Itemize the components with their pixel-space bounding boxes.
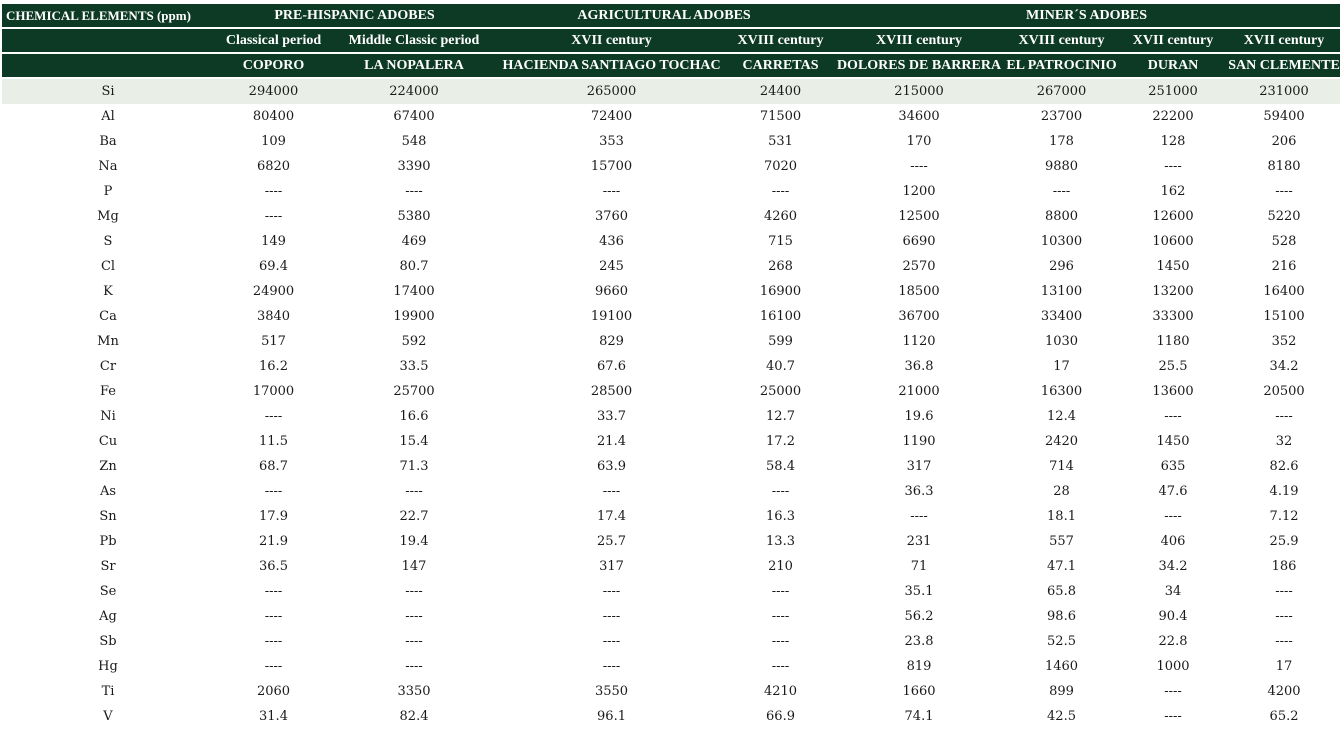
table-row [2, 679, 1340, 704]
value-cell: 40.7 [766, 359, 795, 374]
value-cell: 15100 [1263, 309, 1305, 324]
table-row [2, 704, 1340, 729]
value-cell: 33300 [1152, 309, 1194, 324]
element-symbol-cell: P [103, 184, 113, 199]
value-cell: ---- [602, 609, 621, 624]
element-symbol-cell: Mg [97, 209, 119, 224]
value-cell: 1120 [902, 334, 936, 349]
value-cell: ---- [1275, 184, 1293, 199]
value-cell: 82.4 [399, 709, 429, 724]
value-cell: 6820 [256, 159, 291, 174]
element-symbol-cell: Sn [99, 509, 117, 524]
table-row [2, 354, 1340, 379]
value-cell: 7020 [763, 159, 798, 174]
value-cell: 1450 [1156, 434, 1190, 449]
value-cell: 819 [906, 659, 932, 674]
element-symbol-cell: Sr [100, 559, 116, 574]
value-cell: 2420 [1044, 434, 1079, 449]
table-row [2, 579, 1340, 604]
element-symbol-cell: Hg [98, 659, 118, 674]
value-cell: ---- [405, 634, 423, 649]
value-cell: 56.2 [904, 609, 934, 624]
value-cell: ---- [264, 184, 283, 199]
value-cell: ---- [771, 634, 790, 649]
value-cell: 317 [599, 559, 624, 574]
table-row [2, 604, 1340, 629]
header-period-row [2, 29, 1340, 54]
value-cell: 16.3 [766, 509, 795, 524]
value-cell: 206 [1271, 134, 1297, 149]
value-cell: 1450 [1156, 259, 1190, 274]
value-cell: 592 [401, 334, 427, 349]
value-cell: ---- [771, 584, 790, 599]
value-cell: ---- [602, 584, 621, 599]
site-header: CARRETAS [728, 54, 833, 79]
element-symbol-cell: K [103, 284, 113, 299]
element-symbol-cell: Mn [97, 334, 119, 349]
value-cell: 25700 [393, 384, 435, 399]
value-cell: ---- [1275, 409, 1293, 424]
value-cell: 469 [401, 234, 427, 249]
table-row [2, 404, 1340, 429]
value-cell: 31.4 [259, 709, 288, 724]
value-cell: 90.4 [1158, 609, 1188, 624]
value-cell: 67400 [393, 109, 435, 124]
group-header-miner: MINER´S ADOBES [833, 4, 1340, 29]
value-cell: 715 [768, 234, 793, 249]
value-cell: 25.7 [597, 534, 626, 549]
site-header: HACIENDA SANTIAGO TOCHAC [495, 54, 728, 79]
site-header: COPORO [214, 54, 333, 79]
header-site-row [2, 54, 1340, 79]
value-cell: 294000 [214, 79, 333, 104]
value-cell: ---- [1164, 709, 1182, 724]
value-cell: 186 [1271, 559, 1297, 574]
value-cell: 714 [1049, 459, 1074, 474]
value-cell: 18500 [898, 284, 940, 299]
value-cell: 406 [1160, 534, 1186, 549]
value-cell: 34.2 [1269, 359, 1299, 374]
site-header: DOLORES DE BARRERA [833, 54, 1005, 79]
element-symbol-cell: Cr [99, 359, 117, 374]
value-cell: 16400 [1263, 284, 1305, 299]
value-cell: 36.8 [904, 359, 934, 374]
value-cell: 10300 [1040, 234, 1083, 249]
value-cell: ---- [771, 184, 790, 199]
value-cell: 7.12 [1269, 509, 1299, 524]
table-row [2, 554, 1340, 579]
value-cell: 36.3 [904, 484, 934, 499]
value-cell: 82.6 [1269, 459, 1299, 474]
table-row [2, 229, 1340, 254]
period-header: Middle Classic period [333, 29, 495, 54]
value-cell: 16900 [759, 284, 802, 299]
value-cell: ---- [1275, 609, 1293, 624]
value-cell: 36700 [898, 309, 940, 324]
element-symbol-cell: Al [101, 109, 115, 124]
value-cell: 13100 [1040, 284, 1083, 299]
value-cell: 548 [401, 134, 427, 149]
value-cell: 19900 [393, 309, 435, 324]
value-cell: 24400 [728, 79, 833, 104]
table-row [2, 504, 1340, 529]
value-cell: 210 [768, 559, 793, 574]
element-symbol-cell: Se [99, 584, 117, 599]
value-cell: 21.9 [259, 534, 288, 549]
site-header-blank [2, 54, 214, 79]
table-row [2, 254, 1340, 279]
value-cell: 28500 [590, 384, 633, 399]
value-cell: 13600 [1152, 384, 1194, 399]
value-cell: 24900 [252, 284, 295, 299]
element-symbol-cell: Cu [98, 434, 118, 449]
value-cell: 231 [906, 534, 932, 549]
value-cell: 20500 [1263, 384, 1305, 399]
value-cell: 25.5 [1158, 359, 1188, 374]
value-cell: 33.7 [597, 409, 626, 424]
value-cell: ---- [1164, 159, 1182, 174]
value-cell: 17.9 [259, 509, 288, 524]
table-row [2, 129, 1340, 154]
value-cell: 3350 [397, 684, 431, 699]
value-cell: ---- [1164, 509, 1182, 524]
value-cell: ---- [602, 484, 621, 499]
value-cell: 67.6 [597, 359, 626, 374]
value-cell: 47.6 [1158, 484, 1188, 499]
value-cell: 12.7 [766, 409, 795, 424]
value-cell: 34.2 [1158, 559, 1188, 574]
value-cell: 52.5 [1047, 634, 1076, 649]
corner-header: CHEMICAL ELEMENTS (ppm) [2, 4, 214, 29]
element-symbol-cell: Fe [99, 384, 116, 399]
value-cell: 13200 [1152, 284, 1194, 299]
period-header: XVII century [1228, 29, 1340, 54]
value-cell: 149 [261, 234, 286, 249]
table-row [2, 629, 1340, 654]
value-cell: 65.8 [1047, 584, 1076, 599]
value-cell: ---- [264, 659, 283, 674]
value-cell: 216 [1271, 259, 1297, 274]
value-cell: 245 [599, 259, 624, 274]
value-cell: 22200 [1152, 109, 1194, 124]
table-row [2, 479, 1340, 504]
value-cell: 268 [768, 259, 793, 274]
element-symbol-cell: Sb [99, 634, 117, 649]
site-header: LA NOPALERA [333, 54, 495, 79]
value-cell: 22.7 [399, 509, 429, 524]
period-header: XVII century [495, 29, 728, 54]
value-cell: 80.7 [399, 259, 429, 274]
value-cell: 353 [599, 134, 624, 149]
value-cell: 23700 [1040, 109, 1083, 124]
value-cell: 32 [1275, 434, 1293, 449]
value-cell: 69.4 [259, 259, 288, 274]
value-cell: 352 [1271, 334, 1297, 349]
value-cell: 1190 [902, 434, 936, 449]
value-cell: 170 [906, 134, 932, 149]
element-symbol-cell: Si [2, 79, 214, 104]
value-cell: 80400 [252, 109, 295, 124]
value-cell: 34 [1164, 584, 1182, 599]
value-cell: 4200 [1267, 684, 1301, 699]
period-header-blank [2, 29, 214, 54]
value-cell: 13.3 [766, 534, 795, 549]
value-cell: 16300 [1040, 384, 1083, 399]
value-cell: 899 [1049, 684, 1074, 699]
value-cell: 68.7 [259, 459, 288, 474]
value-cell: 1660 [902, 684, 936, 699]
table-body [2, 79, 1340, 729]
site-header: EL PATROCINIO [1005, 54, 1118, 79]
value-cell: 23.8 [904, 634, 934, 649]
value-cell: 3550 [594, 684, 629, 699]
value-cell: 17000 [252, 384, 295, 399]
value-cell: 224000 [333, 79, 495, 104]
value-cell: 215000 [833, 79, 1005, 104]
value-cell: 11.5 [259, 434, 288, 449]
value-cell: ---- [405, 484, 423, 499]
table-row [2, 179, 1340, 204]
value-cell: 2570 [902, 259, 936, 274]
value-cell: ---- [264, 609, 283, 624]
value-cell: ---- [602, 184, 621, 199]
element-symbol-cell: Ba [99, 134, 117, 149]
table-row [2, 454, 1340, 479]
element-symbol-cell: As [99, 484, 117, 499]
site-header: SAN CLEMENTE [1228, 54, 1340, 79]
value-cell: 17 [1053, 359, 1070, 374]
table-row [2, 379, 1340, 404]
value-cell: 4260 [763, 209, 798, 224]
value-cell: ---- [910, 509, 928, 524]
value-cell: 1030 [1044, 334, 1079, 349]
value-cell: 16.6 [399, 409, 429, 424]
value-cell: 25.9 [1269, 534, 1299, 549]
value-cell: 25000 [759, 384, 802, 399]
value-cell: 1180 [1156, 334, 1190, 349]
element-symbol-cell: S [103, 234, 113, 249]
table-row [2, 204, 1340, 229]
value-cell: 58.4 [766, 459, 795, 474]
period-header: Classical period [214, 29, 333, 54]
element-symbol-cell: Ag [99, 609, 117, 624]
value-cell: 1200 [902, 184, 936, 199]
value-cell: 12600 [1152, 209, 1194, 224]
value-cell: 8180 [1267, 159, 1301, 174]
value-cell: 21000 [898, 384, 940, 399]
value-cell: 22.8 [1158, 634, 1188, 649]
value-cell: 21.4 [597, 434, 626, 449]
value-cell: 528 [1271, 234, 1297, 249]
value-cell: ---- [602, 634, 621, 649]
period-header: XVII century [1118, 29, 1228, 54]
value-cell: ---- [771, 484, 790, 499]
period-header: XVIII century [833, 29, 1005, 54]
value-cell: 265000 [495, 79, 728, 104]
table-row [2, 529, 1340, 554]
value-cell: ---- [602, 659, 621, 674]
value-cell: 9660 [594, 284, 629, 299]
value-cell: ---- [405, 659, 423, 674]
value-cell: 96.1 [597, 709, 626, 724]
value-cell: ---- [264, 584, 283, 599]
value-cell: 17400 [393, 284, 435, 299]
value-cell: 72400 [590, 109, 633, 124]
header-group-row [2, 4, 1340, 29]
value-cell: 267000 [1005, 79, 1118, 104]
value-cell: 16.2 [259, 359, 288, 374]
value-cell: ---- [1275, 584, 1293, 599]
table-row [2, 79, 1340, 104]
value-cell: 436 [599, 234, 624, 249]
value-cell: 2060 [256, 684, 291, 699]
value-cell: 162 [1160, 184, 1186, 199]
table-row [2, 154, 1340, 179]
value-cell: 17.4 [597, 509, 626, 524]
value-cell: 8800 [1044, 209, 1079, 224]
table-row [2, 104, 1340, 129]
element-symbol-cell: Pb [99, 534, 117, 549]
value-cell: 635 [1160, 459, 1186, 474]
value-cell: ---- [771, 659, 790, 674]
value-cell: 531 [768, 134, 793, 149]
table-row [2, 429, 1340, 454]
table-row [2, 279, 1340, 304]
value-cell: 59400 [1263, 109, 1305, 124]
table-row [2, 304, 1340, 329]
chemical-elements-table [2, 4, 1340, 729]
value-cell: 18.1 [1047, 509, 1076, 524]
value-cell: 33.5 [399, 359, 429, 374]
value-cell: ---- [405, 584, 423, 599]
value-cell: 19.4 [399, 534, 429, 549]
value-cell: 19.6 [904, 409, 934, 424]
value-cell: 17.2 [766, 434, 795, 449]
value-cell: 231000 [1228, 79, 1340, 104]
value-cell: 15.4 [399, 434, 429, 449]
value-cell: 251000 [1118, 79, 1228, 104]
value-cell: 4210 [763, 684, 798, 699]
group-header-prehispanic: PRE-HISPANIC ADOBES [214, 4, 495, 29]
element-symbol-cell: Ca [99, 309, 117, 324]
value-cell: ---- [771, 609, 790, 624]
element-symbol-cell: Zn [99, 459, 117, 474]
value-cell: 33400 [1040, 309, 1083, 324]
value-cell: ---- [264, 409, 283, 424]
value-cell: 15700 [590, 159, 633, 174]
value-cell: 1460 [1044, 659, 1079, 674]
value-cell: ---- [1052, 184, 1071, 199]
value-cell: 36.5 [259, 559, 288, 574]
value-cell: ---- [264, 209, 283, 224]
value-cell: 109 [261, 134, 286, 149]
value-cell: 3760 [594, 209, 629, 224]
period-header: XVIII century [728, 29, 833, 54]
element-symbol-cell: Na [98, 159, 118, 174]
value-cell: 296 [1049, 259, 1074, 274]
site-header: DURAN [1118, 54, 1228, 79]
value-cell: 178 [1049, 134, 1074, 149]
value-cell: 517 [261, 334, 286, 349]
value-cell: 9880 [1044, 159, 1079, 174]
value-cell: 71 [910, 559, 928, 574]
table-row [2, 329, 1340, 354]
value-cell: 42.5 [1047, 709, 1076, 724]
value-cell: 1000 [1156, 659, 1190, 674]
value-cell: 12.4 [1047, 409, 1076, 424]
table-header [2, 4, 1340, 79]
value-cell: 71.3 [399, 459, 429, 474]
value-cell: 98.6 [1047, 609, 1076, 624]
value-cell: 17 [1275, 659, 1293, 674]
value-cell: 47.1 [1047, 559, 1076, 574]
value-cell: ---- [910, 159, 928, 174]
value-cell: 3390 [397, 159, 431, 174]
value-cell: ---- [264, 484, 283, 499]
value-cell: 16100 [759, 309, 802, 324]
value-cell: 19100 [590, 309, 633, 324]
value-cell: 5220 [1267, 209, 1301, 224]
value-cell: 599 [768, 334, 793, 349]
value-cell: 71500 [759, 109, 802, 124]
value-cell: 10600 [1152, 234, 1194, 249]
value-cell: 829 [599, 334, 624, 349]
value-cell: 128 [1160, 134, 1186, 149]
value-cell: 34600 [898, 109, 940, 124]
value-cell: 557 [1049, 534, 1074, 549]
value-cell: ---- [1164, 409, 1182, 424]
value-cell: 35.1 [904, 584, 934, 599]
element-symbol-cell: Ni [100, 409, 116, 424]
value-cell: 74.1 [904, 709, 934, 724]
value-cell: 28 [1053, 484, 1070, 499]
value-cell: ---- [405, 184, 423, 199]
element-symbol-cell: V [103, 709, 113, 724]
value-cell: ---- [1164, 684, 1182, 699]
value-cell: 65.2 [1269, 709, 1299, 724]
value-cell: 12500 [898, 209, 940, 224]
group-header-agricultural: AGRICULTURAL ADOBES [495, 4, 833, 29]
table-row [2, 654, 1340, 679]
value-cell: 63.9 [597, 459, 626, 474]
value-cell: 66.9 [766, 709, 795, 724]
value-cell: ---- [405, 609, 423, 624]
value-cell: 3840 [256, 309, 291, 324]
value-cell: 6690 [902, 234, 936, 249]
element-symbol-cell: Ti [101, 684, 115, 699]
value-cell: ---- [1275, 634, 1293, 649]
element-symbol-cell: Cl [100, 259, 116, 274]
value-cell: 5380 [397, 209, 431, 224]
value-cell: 317 [906, 459, 932, 474]
value-cell: 147 [401, 559, 427, 574]
period-header: XVIII century [1005, 29, 1118, 54]
value-cell: 4.19 [1269, 484, 1299, 499]
value-cell: ---- [264, 634, 283, 649]
